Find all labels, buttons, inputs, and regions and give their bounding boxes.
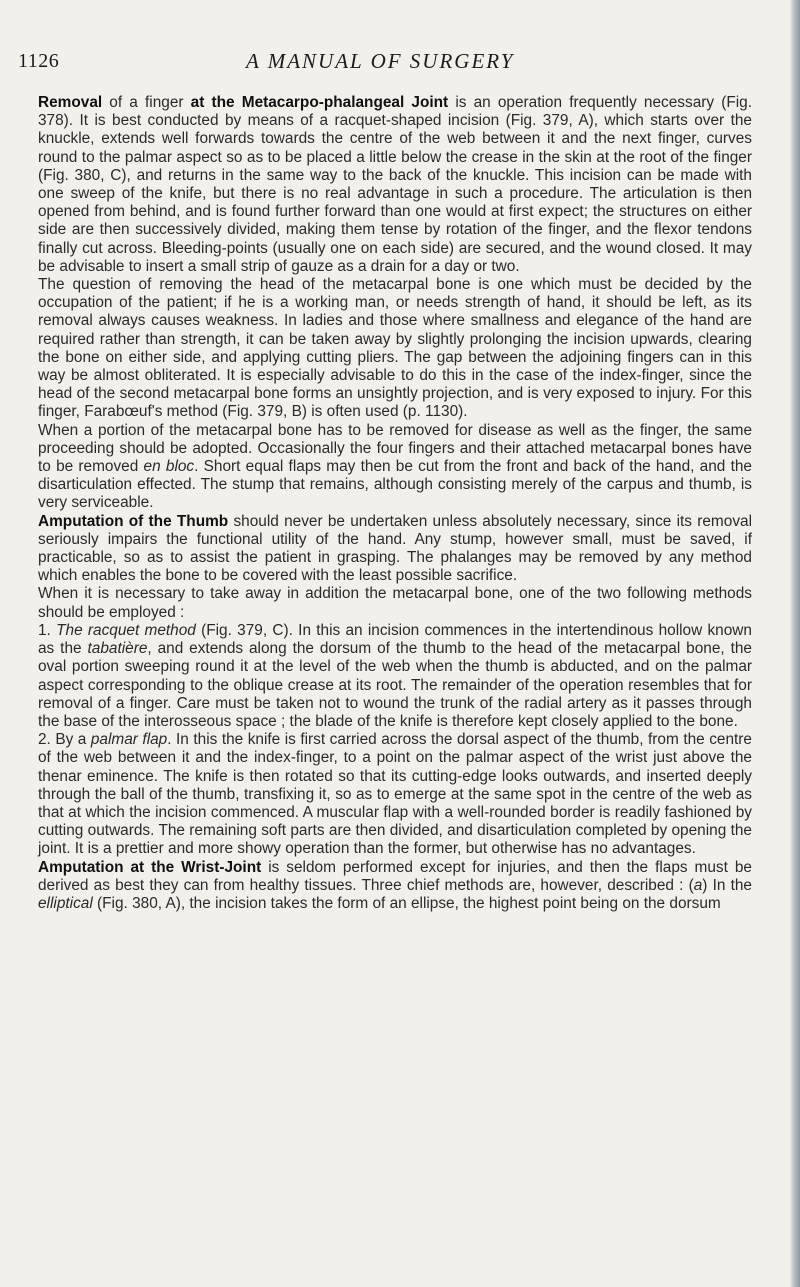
text-segment: 2. By a bbox=[38, 731, 91, 749]
text-segment: . In this the knife is first carried across the dorsal aspect of the thumb, from the centre of the web between it and the index-finger, to a point on the palmar aspect of the wrist just above the thenar eminence. The knife is then rotated so that its cutting-edge looks outwards, and inserted deeply through the ball of the thumb, transfixing it, so as to emerge at the same spot in the centre of the web as that at which the incision commenced. A muscular flap with a well-rounded border is readily fashioned by cutting outwards. The remaining soft parts are then divided, and disarticulation completed by opening the joint. It is a prettier and more showy operation than the former, but otherwise has no advantages. bbox=[38, 731, 752, 858]
text-segment: of a finger bbox=[102, 94, 191, 111]
text-segment: a bbox=[693, 876, 703, 894]
text-segment: at the Metacarpo-phalangeal Joint bbox=[190, 94, 449, 111]
paragraph-palmar-flap bbox=[38, 731, 752, 858]
running-header bbox=[18, 46, 770, 76]
text-segment: 1. bbox=[38, 621, 57, 639]
text-segment: Amputation at the Wrist-Joint bbox=[38, 858, 262, 876]
text-segment: is seldom performed except for injuries, and then the flaps must be derived as best they can from healthy tissues. Three chief methods are, however, described : ( bbox=[38, 858, 752, 894]
text-segment: elliptical bbox=[38, 894, 93, 912]
text-segment: Removal bbox=[38, 94, 103, 111]
text-segment: is an operation frequently necessary (Fig. 378). It is best conducted by means of a racquet-shaped incision (Fig. 379, A), which starts over the knuckle, extends well forwards towards the centre of the web between it and the next finger, curves round to the palmar aspect so as to be placed a little below the crease in the skin at the root of the finger (Fig. 380, C), and returns in the same way to the back of the knuckle. This incision can be made with one sweep of the knife, but there is no real advantage in such a procedure. The articulation is then opened from behind, and is found further forward than one would at first expect; the structures on either side are then successively divided, making them tense by rotation of the finger, and the flexor tendons finally cut across. Bleeding-points (usually one on each side) are secured, and the wound closed. It may be advisable to insert a small strip of gauze as a drain for a day or two. bbox=[38, 94, 753, 275]
text-segment: The question of removing the head of the metacarpal bone is one which must be decided by the occupation of the patient; if he is a working man, or needs strength of hand, it should be left, as its removal always causes weakness. In ladies and those where smallness and elegance of the hand are required rather than strength, it can be taken away by slightly prolonging the incision upwards, clearing the bone on either side, and applying cutting pliers. The gap between the adjoining fingers can in this way be almost obliterated. It is especially advisable to do this in the case of the index-finger, since the head of the second metacarpal bone forms an unsightly projection, and is very exposed to injury. For this finger, Farabœuf's method (Fig. 379, B) is often used (p. 1130). bbox=[38, 276, 752, 421]
page-number: 1126 bbox=[18, 50, 60, 72]
paragraph-wrist-amputation bbox=[38, 859, 752, 914]
text-segment: en bloc bbox=[143, 458, 195, 476]
text-segment: palmar flap bbox=[90, 731, 168, 749]
text-segment: When a portion of the metacarpal bone has to be removed for disease as well as the finger, the same proceeding should be adopted. Occasionally the four fingers and their attached metacarpal bones have to be removed bbox=[38, 421, 752, 476]
text-segment: (Fig. 380, A), the incision takes the form of an ellipse, the highest point being on the dorsum bbox=[92, 894, 721, 912]
running-title: A MANUAL OF SURGERY bbox=[246, 49, 515, 73]
text-segment: ) In the bbox=[702, 876, 752, 894]
paragraph-metacarpal-portion bbox=[38, 422, 752, 513]
paragraph-metacarpal-head bbox=[38, 276, 752, 422]
text-segment: (Fig. 379, C). In this an incision commences in the intertendinous hollow known as the bbox=[38, 621, 752, 658]
paragraph-methods-intro bbox=[38, 585, 752, 621]
text-segment: When it is necessary to take away in addition the metacarpal bone, one of the two following methods should be employed : bbox=[38, 585, 752, 621]
text-segment: . Short equal flaps may then be cut from the front and back of the hand, and the disarticulation effected. The stump that remains, although consisting merely of the carpus and thumb, is very serviceable. bbox=[38, 458, 752, 512]
body-text bbox=[38, 94, 752, 913]
page-edge-shadow bbox=[790, 0, 800, 1287]
text-segment: The racquet method bbox=[56, 621, 196, 639]
text-segment: Amputation of the Thumb bbox=[38, 512, 229, 530]
paragraph-thumb-amputation bbox=[38, 513, 752, 586]
text-segment: , and extends along the dorsum of the thumb to the head of the metacarpal bone, the oval portion sweeping round it at the level of the web when the thumb is abducted, and on the palmar aspect corresponding to the oblique crease at its root. The remainder of the operation resembles that for removal of a finger. Care must be taken not to wound the trunk of the radial artery as it passes through the base of the interosseous space ; the blade of the knife is therefore kept closely applied to the bone. bbox=[38, 640, 752, 730]
paragraph-metacarpo-phalangeal bbox=[38, 94, 752, 276]
paragraph-racquet-method bbox=[38, 622, 752, 731]
text-segment: tabatière bbox=[87, 640, 148, 658]
text-segment: should never be undertaken unless absolutely necessary, since its removal seriously impairs the functional utility of the hand. Any stump, however small, must be saved, if practicable, so as to assist the patient in grasping. The phalanges may be removed by any method which enables the bone to be covered with the least possible sacrifice. bbox=[38, 512, 752, 585]
